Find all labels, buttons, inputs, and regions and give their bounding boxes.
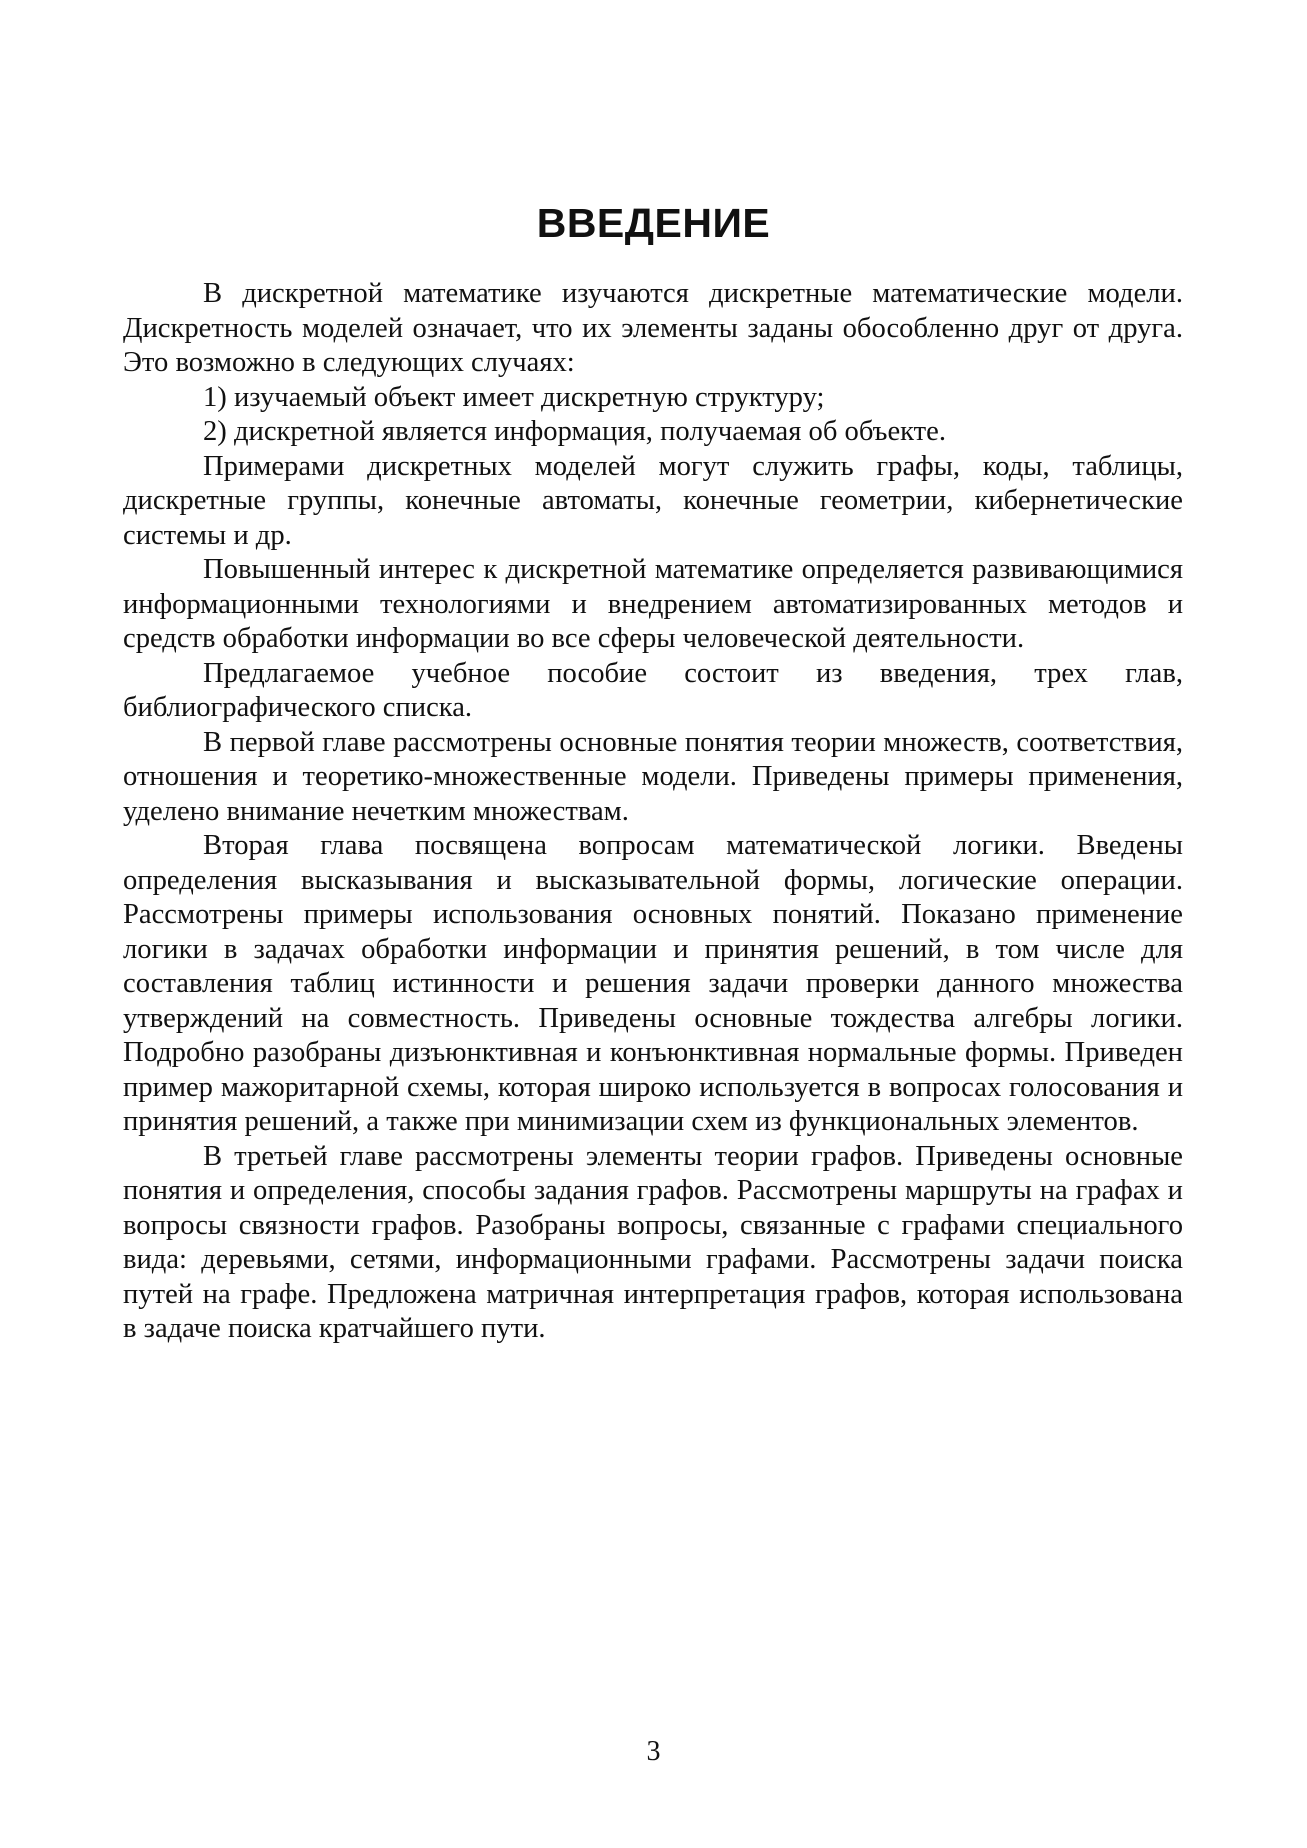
paragraph-examples: Примерами дискретных моделей могут служить графы, коды, таблицы, дискретные группы, конечные автоматы, конечные геометрии, кибернетические системы и др. — [123, 450, 1183, 551]
paragraph-chapter-3: В третьей главе рассмотрены элементы теории графов. Приведены основные понятия и определения, способы задания графов. Рассмотрены маршруты на графах и вопросы связности графов. Разобраны вопросы, связанные с графами специального вида: деревьями, сетями, информационными графами. Рассмотрены задачи поиска путей на графе. Предложена матричная интерпретация графов, которая использована в задаче поиска кратчайшего пути. — [123, 1140, 1183, 1344]
page-title: ВВЕДЕНИЕ — [536, 200, 771, 246]
body-text — [123, 277, 1183, 1347]
paragraph-chapter-1: В первой главе рассмотрены основные понятия теории множеств, соответствия, отношения и теоретико-множественные модели. Приведены примеры применения, уделено внимание нечетким множествам. — [123, 726, 1183, 827]
paragraph-intro: В дискретной математике изучаются дискретные математические модели. Дискретность моделей означает, что их элементы заданы обособленно друг от друга. Это возможно в следующих случаях: — [123, 278, 1183, 378]
list-item-2: 2) дискретной является информация, получаемая об объекте. — [203, 416, 946, 447]
paragraph-interest: Повышенный интерес к дискретной математике определяется развивающимися информационными технологиями и внедрением автоматизированных методов и средств обработки информации во все сферы человеческой деятельности. — [123, 554, 1183, 654]
page-number: 3 — [646, 1736, 661, 1767]
paragraph-structure: Предлагаемое учебное пособие состоит из введения, трех глав, библиографического списка. — [123, 657, 1183, 723]
list-item-1: 1) изучаемый объект имеет дискретную структуру; — [203, 381, 825, 413]
paragraph-chapter-2: Вторая глава посвящена вопросам математической логики. Введены определения высказывания и высказывательной формы, логические операции. Рассмотрены примеры использования основных понятий. Показано применение логики в задачах обработки информации и принятия решений, в том числе для составления таблиц истинности и решения задачи проверки данного множества утверждений на совместность. Приведены основные тождества алгебры логики. Подробно разобраны дизъюнктивная и конъюнктивная нормальные формы. Приведен пример мажоритарной схемы, которая широко используется в вопросах голосования и принятия решений, а также при минимизации схем из функциональных элементов. — [123, 830, 1183, 1137]
